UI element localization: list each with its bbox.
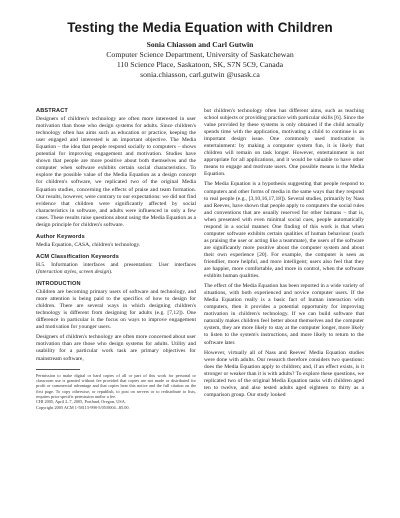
abstract-text: Designers of children's technology are often more interested in user motivation than those who design systems for adults. Since children's technology often has aims such as education or practice, keeping the user engaged and interested is an important objective. The Media Equation – the idea that people respond socially to computers – shows potential for improving engagement and motivation. Studies have shown that people are more positive about both themselves and the computer when software exhibits certain social characteristics. To explore the possible value of the Media Equation as a design concept for children's software, we replicated two of the original Media Equation studies, concerning the effects of praise and team formation. Our results, however, were contrary to our expectations: we did not find evidence that children were significantly affected by social characteristics in software, and adults were influenced in only a few cases. These results raise questions about using the Media Equation as a design principle for children's software.	[36, 116, 196, 228]
copyright-line: Copyright 2005 ACM 1-58113-998-5/05/0004...$5.00.	[36, 404, 130, 410]
right-column	[204, 108, 364, 402]
acm-heading: ACM Classification Keywords	[36, 253, 120, 260]
author-names: Sonia Chiasson and Carl Gutwin	[146, 40, 254, 49]
paper-title: Testing the Media Equation with Children	[67, 20, 333, 35]
body-paragraph: However, virtually all of Nass and Reeves' Media Equation studies were done with adults. Our research therefore considers two questions: does the Media Equation apply to children; and, if an effect exists, is it stronger or weaker than it is with adults? To explore these questions, we replicated two of the original Media Equation tasks with children aged ten to twelve, and also tested adults aged eighteen to thirty as a comparison group. Our study looked	[204, 349, 364, 398]
copyright-notice	[36, 373, 196, 410]
copyright-line: CHI 2005, April 2–7, 2005, Portland, Oregon, USA.	[36, 399, 126, 405]
left-column	[36, 108, 196, 410]
introduction-paragraph-1: Children are becoming primary users of software and technology, and more attention is being paid to the specifics of how to design for children. There are several ways in which designing children's technology is different from designing for adults (e.g. [7,12]). One difference in particular is the focus on ways to improve engagement and motivation for younger users.	[36, 289, 196, 331]
acm-text: H.5. Information interfaces and presentation: User interfaces (Interaction styles, screen design).	[36, 261, 196, 275]
author-address: 110 Science Place, Saskatoon, SK, S7N 5C9, Canada	[116, 60, 284, 69]
copyright-line: Permission to make digital or hard copies of all or part of this work for personal or classroom use is granted without fee provided that copies are not made or distributed for profit or commercial advantage and that copies bear this notice and the full citation on the first page. To copy otherwise, or republish, to post on servers or to redistribute to lists, requires prior specific permission and/or a fee.	[36, 372, 196, 399]
introduction-heading: INTRODUCTION	[36, 281, 81, 288]
introduction-paragraph-2: Designers of children's technology are often more concerned about user motivation than are those who design systems for adults. Utility and usability for a particular work task are primary objectives for mainstream software,	[36, 334, 196, 362]
body-paragraph: but children's technology often has different aims, such as teaching school subjects or providing practice with particular skills [6]. Since the value provided by these systems is only obtained if the child actually spends time with the application, motivating a child to continue is an important design issue. One commonly used motivation is entertainment: by making a computer system fun, it is likely that children will remain on task longer. However, entertainment is not appropriate for all applications, and it would be valuable to have other means to engage and motivate users. One possible means is the Media Equation.	[204, 108, 364, 178]
author-affiliation: Computer Science Department, University of Saskatchewan	[106, 50, 294, 59]
keywords-text: Media Equation, CASA, children's technology.	[36, 241, 141, 248]
body-paragraph: The Media Equation is a hypothesis suggesting that people respond to computers and other forms of media in the same ways that they respond to real people (e.g., [3,10,16,17,18]). Several studies, primarily by Nass and Reeves, have shown that people apply to computers the social rules and conventions that are usually reserved for other humans – that is, when presented with even minimal social cues, people automatically respond in a social manner. One finding of this work is that when computer software exhibits certain qualities of human behaviour (such as praising the user or acting like a teammate), the users of the software are significantly more positive about the computer system and about their own experience [20]. For example, the computer is seen as friendlier, more helpful, and more intelligent; users also feel that they are happier, more comfortable, and more in control, when the software exhibits human qualities.	[204, 181, 364, 280]
abstract-heading: ABSTRACT	[36, 108, 68, 114]
author-email[interactable]: sonia.chiasson, carl.gutwin @usask.ca	[140, 70, 260, 79]
body-paragraph: The effect of the Media Equation has been reported in a wide variety of situations, with both experienced and novice computer users. If the Media Equation really is a basic fact of human interaction with computers, then it provides a potential opportunity for improving motivation in children's technology. If we can build software that naturally makes children feel better about themselves and the computer system, they are more likely to stay at the computer longer, more likely to listen to the system's instructions, and more likely to return to the software later.	[204, 283, 364, 346]
footnote-rule	[36, 369, 80, 370]
keywords-heading: Author Keywords	[36, 233, 85, 240]
